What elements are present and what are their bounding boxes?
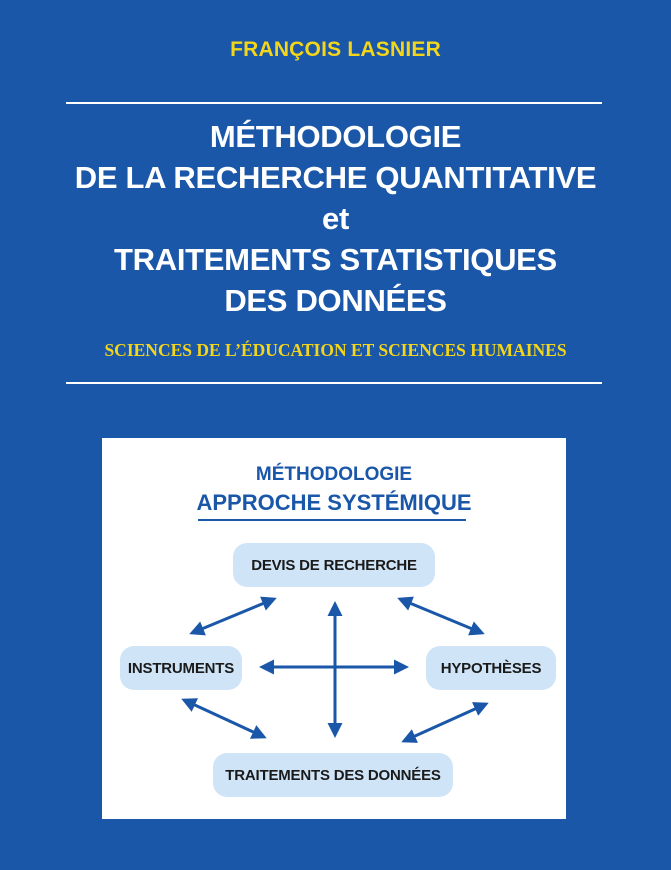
book-subtitle: SCIENCES DE L’ÉDUCATION ET SCIENCES HUMAINES [104, 340, 567, 360]
title-line-2: DE LA RECHERCHE QUANTITATIVE [74, 160, 597, 195]
bottom-divider [66, 382, 602, 384]
node-hypotheses: HYPOTHÈSES [426, 646, 556, 690]
arrow-instruments-traitements [184, 700, 264, 737]
arrow-devis-instruments [192, 599, 274, 633]
title-line-5: DES DONNÉES [224, 283, 447, 318]
node-traitements-des-donnees: TRAITEMENTS DES DONNÉES [213, 753, 453, 797]
title-line-4: TRAITEMENTS STATISTIQUES [114, 242, 557, 277]
arrow-hypotheses-traitements [404, 704, 486, 741]
author-name: FRANÇOIS LASNIER [230, 38, 441, 61]
diagram-subheading: APPROCHE SYSTÉMIQUE [196, 490, 472, 515]
title-line-3: et [322, 201, 349, 236]
diagram-heading: MÉTHODOLOGIE [255, 464, 413, 485]
node-instruments: INSTRUMENTS [120, 646, 242, 690]
diagram-panel [102, 438, 566, 819]
arrow-devis-hypotheses [400, 599, 482, 633]
book-title [0, 116, 671, 321]
node-devis-de-recherche: DEVIS DE RECHERCHE [233, 543, 435, 587]
top-divider [66, 102, 602, 104]
title-line-1: MÉTHODOLOGIE [209, 119, 462, 154]
